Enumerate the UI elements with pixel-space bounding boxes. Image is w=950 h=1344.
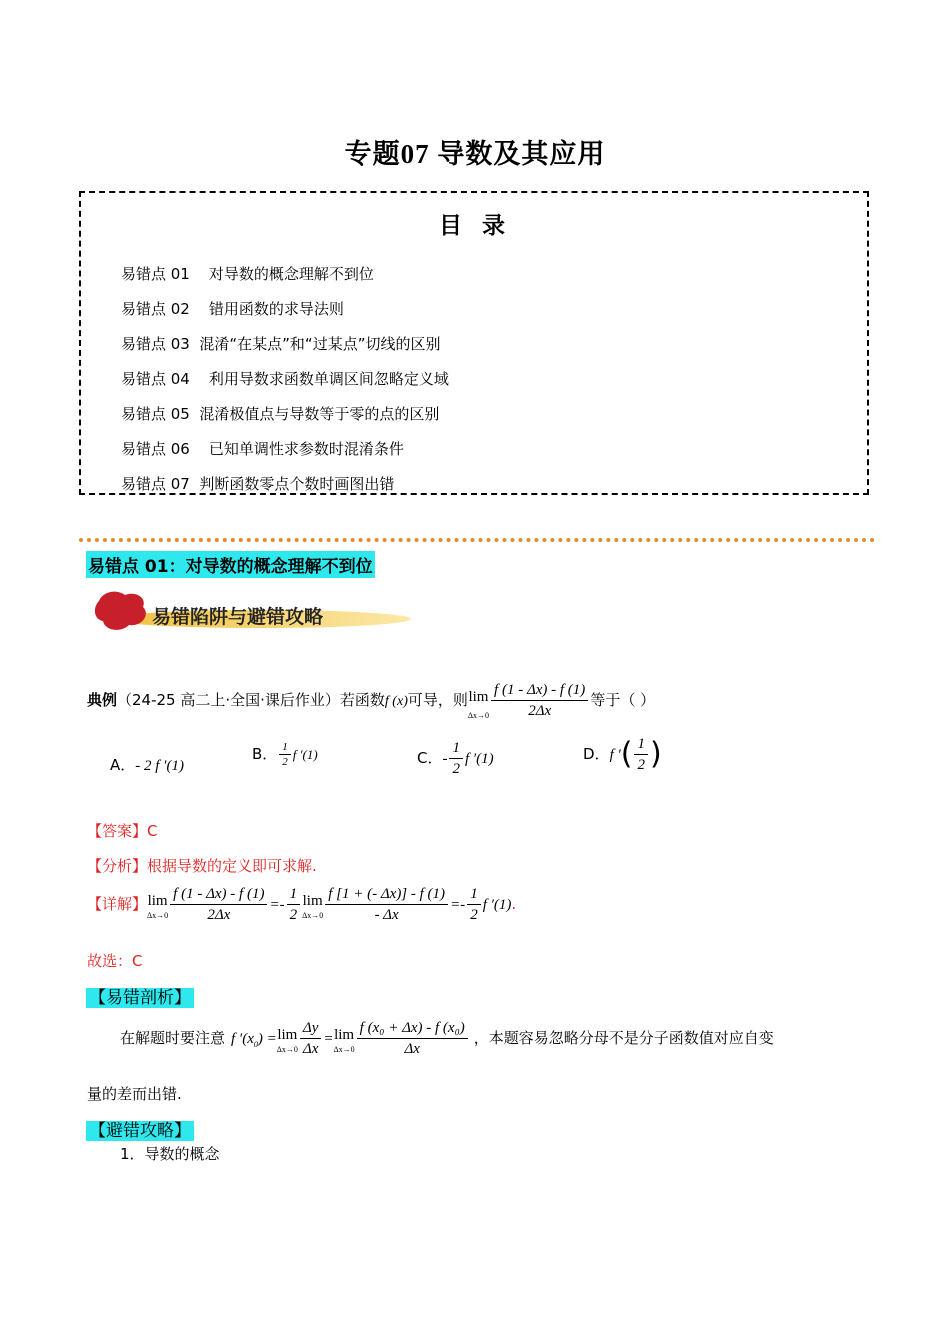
analysis-formula-f: f $'(x_0)$ = bbox=[231, 1031, 277, 1049]
option-a-label: A． bbox=[110, 756, 136, 774]
example-tail: 等于（ ） bbox=[590, 691, 656, 709]
example-lim: lim Δx→0 bbox=[467, 688, 490, 720]
option-c-frac: $\frac{1}{2}$ bbox=[449, 738, 463, 779]
detail-end: . bbox=[511, 895, 517, 913]
detail-label: 【详解】 bbox=[87, 895, 148, 913]
example-fx: f (x) bbox=[384, 694, 408, 709]
option-b[interactable] bbox=[252, 740, 318, 769]
section-divider bbox=[79, 538, 875, 542]
option-b-math: f ′(1) bbox=[292, 747, 318, 762]
option-a-math: - 2 f ′(1) bbox=[135, 758, 184, 774]
analysis-tag: 【易错剖析】 bbox=[86, 983, 194, 1008]
detail-result: f ′(1) bbox=[482, 897, 512, 913]
analysis-text bbox=[120, 1018, 870, 1059]
example-label: 典例 bbox=[87, 691, 118, 709]
choice-line: 故选：C bbox=[87, 952, 143, 970]
toc-item-05[interactable]: 易错点 05 混淆极值点与导数等于零的点的区别 bbox=[121, 405, 440, 423]
example-question bbox=[87, 680, 655, 721]
strategy-tag: 【避错攻略】 bbox=[86, 1116, 194, 1141]
toc-item-03[interactable]: 易错点 03 混淆“在某点”和“过某点”切线的区别 bbox=[121, 335, 441, 353]
option-c-math: f ′(1) bbox=[464, 751, 494, 767]
strategy-item-1: 1．导数的概念 bbox=[120, 1145, 220, 1163]
option-d-frac: $\frac{1}{2}$ bbox=[634, 734, 648, 775]
toc-heading: 目 录 bbox=[438, 213, 511, 239]
option-d-math: f ′ bbox=[609, 747, 621, 763]
detail-frac-2: $\frac{f [1 + (- \Delta x)] - f (1)}{- \Delta x}$ bbox=[325, 884, 448, 925]
detail-eq-1: =- bbox=[269, 897, 285, 913]
detail-eq-2: =- bbox=[450, 897, 466, 913]
detail-lim-1: lim Δx→0 bbox=[147, 892, 169, 920]
section-heading: 易错点 01：对导数的概念理解不到位 bbox=[86, 551, 375, 578]
analysis-lim-2: lim Δx→0 bbox=[333, 1026, 355, 1054]
toc-item-04[interactable]: 易错点 04 利用导数求函数单调区间忽略定义域 bbox=[121, 370, 449, 388]
example-fraction: $\frac{f (1 - \Delta x) - f (1)}{2\Delta x}$ bbox=[491, 680, 588, 721]
analysis-frac-1: $\frac{\Delta y}{\Delta x}$ bbox=[300, 1018, 321, 1059]
detail-lim-2: lim Δx→0 bbox=[302, 892, 324, 920]
option-d-label: D． bbox=[583, 745, 610, 763]
analysis-eq: = bbox=[323, 1031, 334, 1047]
option-c-label: C． bbox=[417, 749, 443, 767]
analysis-lim-1: lim Δx→0 bbox=[276, 1026, 298, 1054]
option-b-frac: $\frac{1}{2}$ bbox=[279, 740, 291, 769]
detail-frac-1: $\frac{f (1 - \Delta x) - f (1)}{2\Delta x}$ bbox=[170, 884, 267, 925]
analysis-tail: ，本题容易忽略分母不是分子函数值对应自变 bbox=[473, 1029, 774, 1047]
example-source: （24-25 高二上·全国·课后作业）若函数 bbox=[117, 691, 385, 709]
answer-line: 【答案】C bbox=[87, 822, 158, 840]
option-b-label: B． bbox=[252, 745, 278, 763]
example-mid: 可导，则 bbox=[407, 691, 468, 709]
banner-title: 易错陷阱与避错攻略 bbox=[152, 606, 324, 628]
option-c[interactable] bbox=[417, 738, 494, 779]
detail-half-1: $\frac{1}{2}$ bbox=[287, 884, 301, 925]
analysis-line2: 量的差而出错. bbox=[87, 1085, 182, 1103]
detail-line bbox=[87, 884, 516, 925]
analysis-line: 【分析】根据导数的定义即可求解. bbox=[87, 857, 317, 875]
option-d[interactable]: D．f ′( $\frac{1}{2}$ ) bbox=[583, 736, 662, 773]
toc-item-01[interactable]: 易错点 01 对导数的概念理解不到位 bbox=[121, 265, 374, 283]
analysis-intro: 在解题时要注意 bbox=[120, 1029, 226, 1047]
analysis-frac-2: $\frac{\text{f (x₀ + Δx) - f (x₀)}}{\Delta x}$ bbox=[357, 1018, 468, 1059]
option-c-sign: - bbox=[442, 751, 448, 767]
page-title: 专题07 导数及其应用 bbox=[344, 139, 606, 169]
toc-item-07[interactable]: 易错点 07 判断函数零点个数时画图出错 bbox=[121, 475, 395, 493]
toc-item-06[interactable]: 易错点 06 已知单调性求参数时混淆条件 bbox=[121, 440, 404, 458]
toc-item-02[interactable]: 易错点 02 错用函数的求导法则 bbox=[121, 300, 344, 318]
option-a[interactable] bbox=[110, 754, 184, 775]
detail-half-2: $\frac{1}{2}$ bbox=[467, 884, 481, 925]
